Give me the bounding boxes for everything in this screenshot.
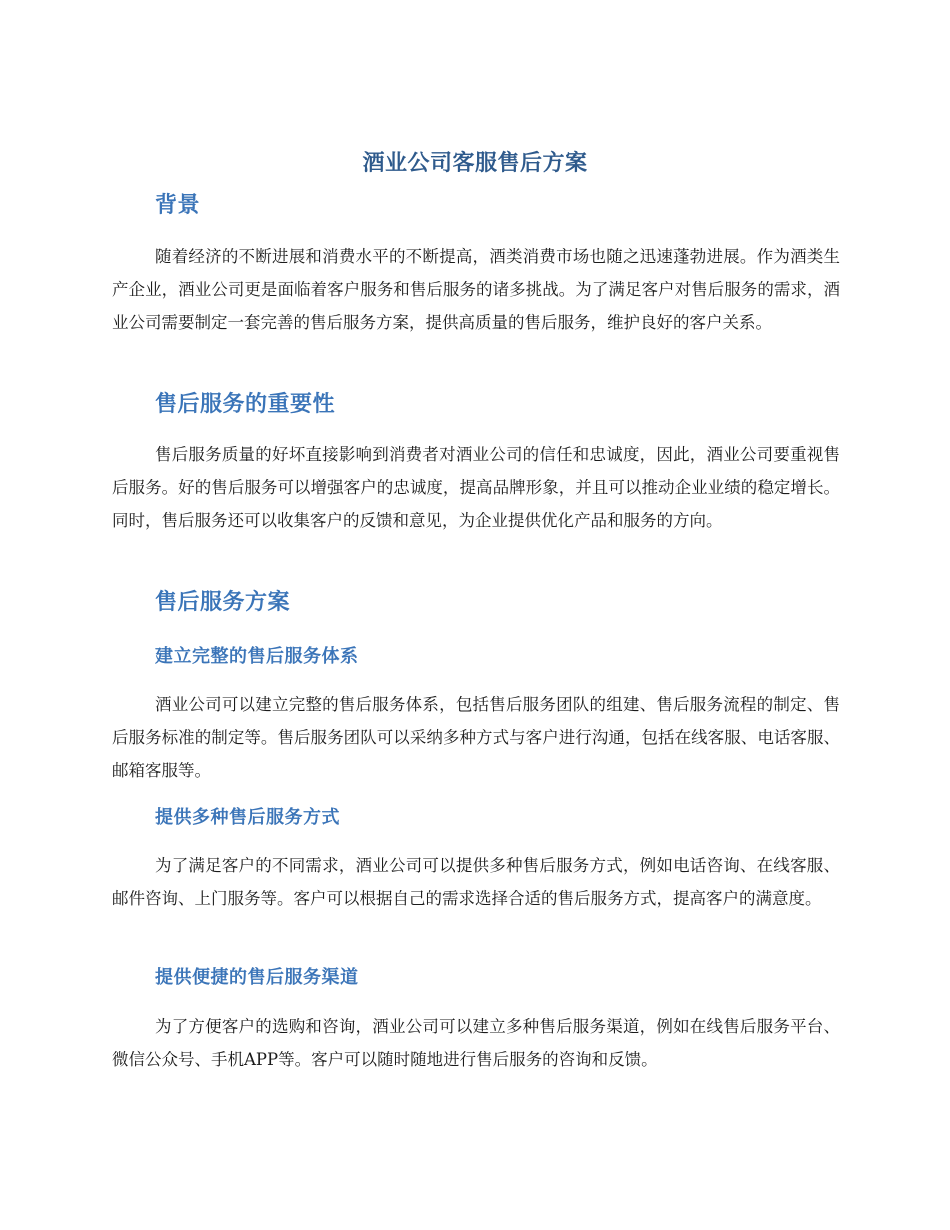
section-heading-importance: 售后服务的重要性 (155, 392, 336, 417)
paragraph-background: 随着经济的不断进展和消费水平的不断提高，酒类消费市场也随之迅速蓬勃进展。作为酒类生产企业，酒业公司更是面临着客户服务和售后服务的诸多挑战。为了满足客户对售后服务的需求，酒业公司需要制定一套完善的售后服务方案，提供高质量的售后服务，维护良好的客户关系。 (112, 247, 840, 332)
subsection-heading-channels: 提供便捷的售后服务渠道 (155, 967, 359, 988)
paragraph-channels: 为了方便客户的选购和咨询，酒业公司可以建立多种售后服务渠道，例如在线售后服务平台、微信公众号、手机APP等。客户可以随时随地进行售后服务的咨询和反馈。 (112, 1017, 840, 1069)
paragraph-system: 酒业公司可以建立完整的售后服务体系，包括售后服务团队的组建、售后服务流程的制定、售后服务标准的制定等。售后服务团队可以采纳多种方式与客户进行沟通，包括在线客服、电话客服、邮箱客服等。 (112, 695, 840, 780)
document-title: 酒业公司客服售后方案 (362, 151, 588, 176)
section-heading-background: 背景 (155, 193, 201, 218)
subsection-heading-methods: 提供多种售后服务方式 (155, 807, 340, 828)
paragraph-methods: 为了满足客户的不同需求，酒业公司可以提供多种售后服务方式，例如电话咨询、在线客服、邮件咨询、上门服务等。客户可以根据自己的需求选择合适的售后服务方式，提高客户的满意度。 (112, 856, 840, 908)
section-heading-plan: 售后服务方案 (155, 590, 291, 615)
subsection-heading-system: 建立完整的售后服务体系 (155, 646, 359, 667)
paragraph-importance: 售后服务质量的好坏直接影响到消费者对酒业公司的信任和忠诚度，因此，酒业公司要重视售后服务。好的售后服务可以增强客户的忠诚度，提高品牌形象，并且可以推动企业业绩的稳定增长。同时，售后服务还可以收集客户的反馈和意见，为企业提供优化产品和服务的方向。 (112, 445, 840, 530)
